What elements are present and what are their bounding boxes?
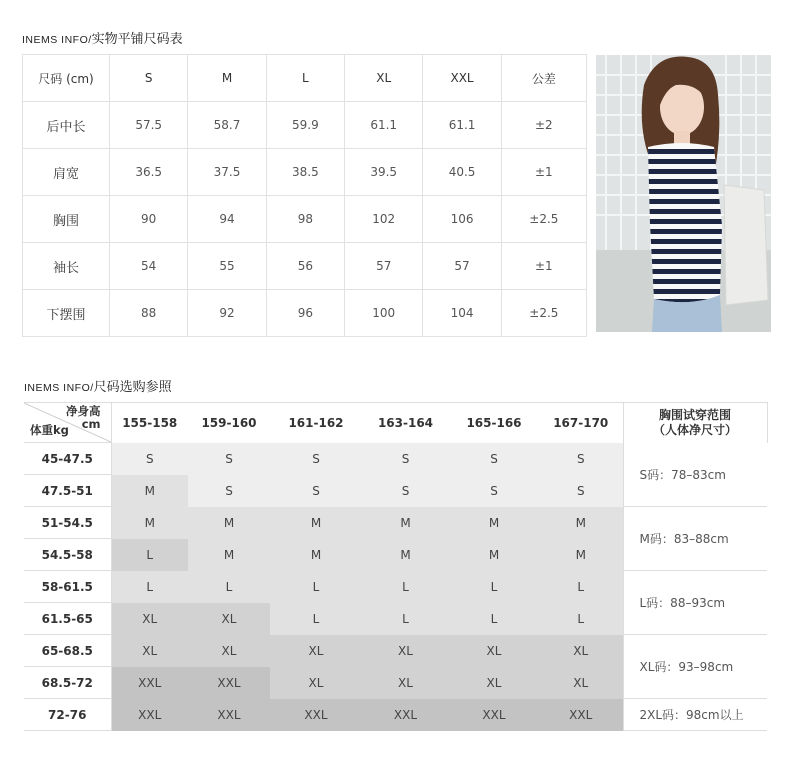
height-header: 165-166 [449, 403, 539, 443]
flat-size-table [22, 54, 587, 337]
table-cell: 94 [188, 196, 266, 243]
size-cell: XXL [270, 699, 362, 731]
header-cell: XXL [423, 55, 501, 102]
table-row [24, 443, 767, 475]
size-cell: XL [539, 667, 623, 699]
product-photo [596, 55, 771, 332]
corner-weight-label: 体重kg [30, 423, 69, 437]
size-cell: XL [449, 667, 539, 699]
size-cell: L [188, 571, 270, 603]
table-header-row [24, 403, 767, 443]
row-label: 下摆围 [23, 290, 110, 337]
corner-height-label: 净身高 [66, 404, 101, 418]
size-cell: S [111, 443, 188, 475]
size-cell: L [362, 603, 449, 635]
size-cell: S [188, 475, 270, 507]
size-cell: XL [449, 635, 539, 667]
table-cell: ±1 [501, 243, 586, 290]
size-cell: XL [362, 635, 449, 667]
table-cell: 40.5 [423, 149, 501, 196]
weight-label: 58-61.5 [24, 571, 111, 603]
table-cell: 37.5 [188, 149, 266, 196]
height-header: 155-158 [111, 403, 188, 443]
size-cell: L [449, 603, 539, 635]
size-cell: L [449, 571, 539, 603]
size-cell: XXL [539, 699, 623, 731]
size-cell: XXL [362, 699, 449, 731]
size-cell: S [362, 443, 449, 475]
table-cell: 90 [110, 196, 188, 243]
table-row [24, 507, 767, 539]
header-cell: M [188, 55, 266, 102]
size-cell: M [449, 539, 539, 571]
size-cell: XXL [188, 667, 270, 699]
table-row [23, 243, 587, 290]
table-cell: 106 [423, 196, 501, 243]
table-cell: 88 [110, 290, 188, 337]
table-cell: 57 [423, 243, 501, 290]
header-cell: S [110, 55, 188, 102]
header-cell: L [266, 55, 344, 102]
size-cell: L [111, 539, 188, 571]
section-title-en: INEMS INFO/ [24, 382, 94, 394]
section-title-flat-size [22, 28, 183, 47]
size-cell: S [539, 475, 623, 507]
size-cell: S [362, 475, 449, 507]
weight-label: 72-76 [24, 699, 111, 731]
corner-header [24, 403, 111, 443]
weight-label: 68.5-72 [24, 667, 111, 699]
weight-label: 61.5-65 [24, 603, 111, 635]
section-title-size-guide [24, 376, 172, 395]
size-cell: M [362, 539, 449, 571]
size-cell: M [449, 507, 539, 539]
size-cell: S [449, 475, 539, 507]
table-row [24, 699, 767, 731]
table-cell: 38.5 [266, 149, 344, 196]
table-row [24, 571, 767, 603]
section-title-cn: 实物平铺尺码表 [91, 32, 183, 47]
size-cell: L [539, 603, 623, 635]
size-cell: M [111, 475, 188, 507]
size-cell: XL [188, 603, 270, 635]
size-cell: L [270, 603, 362, 635]
weight-label: 65-68.5 [24, 635, 111, 667]
size-cell: M [270, 539, 362, 571]
header-cell: 公差 [501, 55, 586, 102]
section-title-cn: 尺码选购参照 [93, 380, 172, 395]
size-guide-table [24, 402, 768, 731]
size-cell: L [539, 571, 623, 603]
table-cell: 58.7 [188, 102, 266, 149]
table-cell: 61.1 [423, 102, 501, 149]
row-label: 袖长 [23, 243, 110, 290]
table-cell: 57 [345, 243, 423, 290]
height-header: 159-160 [188, 403, 270, 443]
section-title-en: INEMS INFO/ [22, 34, 92, 46]
table-cell: 59.9 [266, 102, 344, 149]
table-row [23, 102, 587, 149]
height-header: 167-170 [539, 403, 623, 443]
row-label: 肩宽 [23, 149, 110, 196]
size-cell: XL [362, 667, 449, 699]
weight-label: 45-47.5 [24, 443, 111, 475]
size-cell: S [188, 443, 270, 475]
model-illustration [596, 55, 771, 332]
size-cell: XL [270, 667, 362, 699]
size-cell: S [449, 443, 539, 475]
table-cell: ±2.5 [501, 196, 586, 243]
chest-header-line2: （人体净尺寸） [652, 422, 737, 437]
size-cell: XL [270, 635, 362, 667]
size-cell: M [188, 539, 270, 571]
weight-label: 47.5-51 [24, 475, 111, 507]
table-row [23, 196, 587, 243]
size-cell: XL [188, 635, 270, 667]
size-cell: L [270, 571, 362, 603]
height-header: 163-164 [362, 403, 449, 443]
chest-range-header [623, 403, 767, 443]
table-cell: 55 [188, 243, 266, 290]
row-label: 胸围 [23, 196, 110, 243]
chest-range-s: S码：78–83cm [623, 443, 767, 507]
table-cell: 39.5 [345, 149, 423, 196]
table-cell: 96 [266, 290, 344, 337]
table-cell: 56 [266, 243, 344, 290]
size-cell: L [362, 571, 449, 603]
table-header-row [23, 55, 587, 102]
weight-label: 51-54.5 [24, 507, 111, 539]
size-cell: M [270, 507, 362, 539]
chest-range-xl: XL码：93–98cm [623, 635, 767, 699]
weight-label: 54.5-58 [24, 539, 111, 571]
size-cell: M [362, 507, 449, 539]
size-cell: M [111, 507, 188, 539]
table-cell: 54 [110, 243, 188, 290]
table-cell: 100 [345, 290, 423, 337]
size-cell: M [188, 507, 270, 539]
row-label: 后中长 [23, 102, 110, 149]
size-cell: XL [111, 635, 188, 667]
size-cell: XXL [449, 699, 539, 731]
table-cell: 61.1 [345, 102, 423, 149]
table-cell: ±2.5 [501, 290, 586, 337]
table-cell: 98 [266, 196, 344, 243]
table-row [24, 635, 767, 667]
table-cell: 102 [345, 196, 423, 243]
size-cell: S [270, 443, 362, 475]
corner-unit-label: cm [81, 417, 101, 431]
chest-header-line1: 胸围试穿范围 [658, 407, 731, 422]
table-cell: 36.5 [110, 149, 188, 196]
size-cell: XL [539, 635, 623, 667]
table-cell: ±2 [501, 102, 586, 149]
size-cell: L [111, 571, 188, 603]
header-cell: 尺码 (cm) [23, 55, 110, 102]
size-cell: XXL [188, 699, 270, 731]
size-cell: M [539, 539, 623, 571]
size-cell: S [539, 443, 623, 475]
size-cell: M [539, 507, 623, 539]
header-cell: XL [345, 55, 423, 102]
table-cell: 57.5 [110, 102, 188, 149]
table-row [23, 290, 587, 337]
chest-range-l: L码：88–93cm [623, 571, 767, 635]
table-row [23, 149, 587, 196]
size-cell: XL [111, 603, 188, 635]
chest-range-m: M码：83–88cm [623, 507, 767, 571]
table-cell: ±1 [501, 149, 586, 196]
table-cell: 104 [423, 290, 501, 337]
chest-range-2xl: 2XL码：98cm以上 [623, 699, 767, 731]
size-cell: XXL [111, 667, 188, 699]
size-cell: XXL [111, 699, 188, 731]
size-cell: S [270, 475, 362, 507]
height-header: 161-162 [270, 403, 362, 443]
table-cell: 92 [188, 290, 266, 337]
